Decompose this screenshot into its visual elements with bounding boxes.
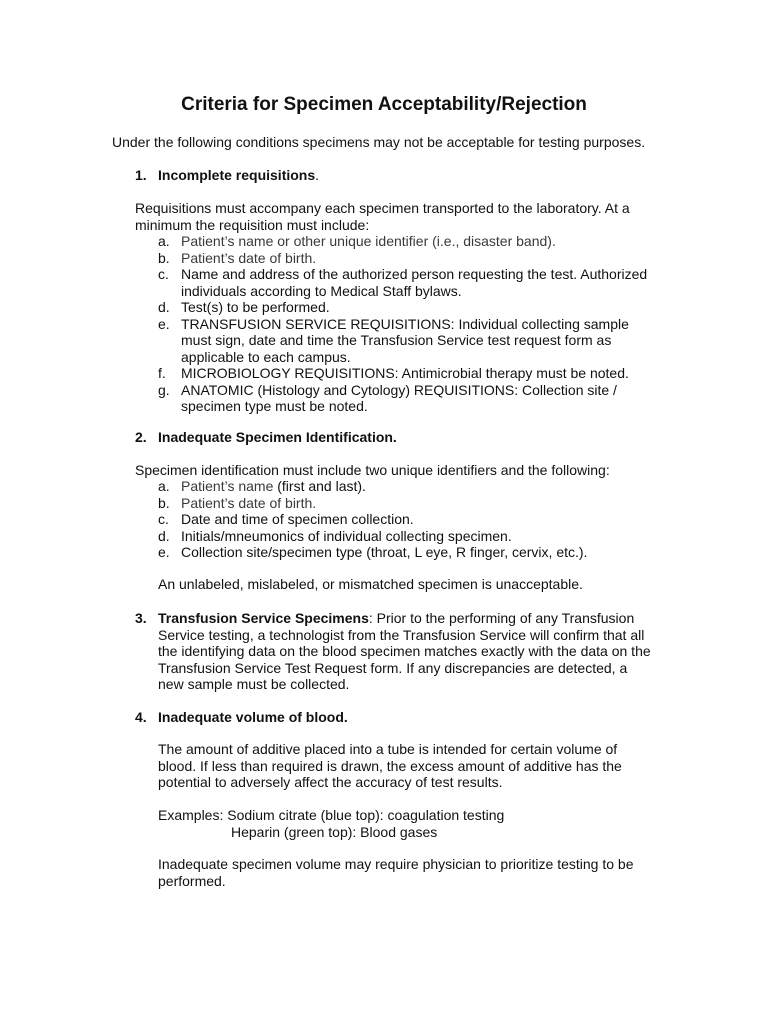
list-item-text-light: Patient’s name	[181, 478, 274, 494]
example-line: Heparin (green top): Blood gases	[231, 823, 438, 840]
section-2-paragraph: Specimen identification must include two unique identifiers and the following:	[135, 462, 610, 478]
list-item	[158, 250, 658, 267]
list-marker: d.	[158, 299, 170, 315]
list-item-text: (first and last).	[273, 478, 366, 494]
list-item	[158, 495, 658, 512]
list-marker: b.	[158, 249, 170, 266]
section-number: 4.	[135, 709, 147, 725]
list-item-text-light: Patient’s date of birth.	[181, 494, 317, 511]
section-3-text	[158, 610, 655, 693]
section-title: Inadequate Specimen Identification.	[158, 429, 397, 445]
section-title-suffix: .	[315, 167, 320, 183]
section-number: 3.	[135, 610, 147, 626]
list-item	[158, 382, 658, 415]
list-item	[158, 233, 658, 250]
example-line: Examples: Sodium citrate (blue top): coagulation testing	[158, 807, 505, 823]
list-item	[158, 316, 658, 366]
section-2-note: An unlabeled, mislabeled, or mismatched specimen is unacceptable.	[158, 576, 583, 592]
section-body: : Prior to the performing of any Transfusion Service testing, a technologist from the Transfusion Service will confirm that all the identifying data on the blood specimen matches exactly with the data on the Transfusion Service Test Request form. If any discrepancies are detected, a new sample must be collected.	[158, 610, 651, 692]
list-item-text: Name and address of the authorized person requesting the test. Authorized individuals according to Medical Staff bylaws.	[181, 266, 648, 299]
list-item	[158, 266, 658, 299]
section-2-heading	[135, 429, 655, 446]
list-item-text: Test(s) to be performed.	[181, 299, 330, 315]
section-1-list	[158, 233, 658, 415]
section-title: Transfusion Service Specimens	[158, 610, 369, 626]
list-item	[158, 511, 658, 528]
list-marker: d.	[158, 527, 170, 544]
section-1-heading	[135, 167, 655, 184]
list-marker: e.	[158, 544, 170, 560]
page-title: Criteria for Specimen Acceptability/Rejection	[181, 94, 587, 115]
section-4-examples	[158, 807, 658, 840]
list-item-text: Patient’s date of birth.	[181, 249, 317, 266]
list-item-text: ANATOMIC (Histology and Cytology) REQUISITIONS: Collection site / specimen type must be noted.	[181, 381, 617, 414]
list-item	[158, 478, 658, 495]
list-item	[158, 299, 658, 316]
list-marker: g.	[158, 381, 170, 398]
list-item-text: MICROBIOLOGY REQUISITIONS: Antimicrobial therapy must be noted.	[181, 365, 629, 381]
list-item-text: Date and time of specimen collection.	[181, 511, 414, 527]
section-title: Inadequate volume of blood.	[158, 709, 348, 725]
section-number: 1.	[135, 167, 147, 183]
list-item	[158, 365, 658, 382]
list-marker: e.	[158, 315, 170, 332]
list-marker: c.	[158, 511, 169, 527]
list-item-text: Collection site/specimen type (throat, L eye, R finger, cervix, etc.).	[181, 544, 588, 560]
list-item	[158, 544, 658, 561]
intro-text: Under the following conditions specimens may not be acceptable for testing purposes.	[112, 134, 646, 150]
list-item	[158, 528, 658, 545]
list-item-text: Initials/mneumonics of individual collecting specimen.	[181, 527, 512, 544]
section-number: 2.	[135, 429, 147, 445]
list-item-text: TRANSFUSION SERVICE REQUISITIONS: Individual collecting sample must sign, date and time the Transfusion Service test request form as applicable to each campus.	[181, 315, 629, 365]
section-1-paragraph: Requisitions must accompany each specimen transported to the laboratory. At a minimum the requisition must include:	[135, 200, 630, 233]
section-4-heading	[135, 709, 655, 726]
section-4-paragraph: The amount of additive placed into a tube is intended for certain volume of blood. If less than required is drawn, the excess amount of additive has the potential to adversely affect the accuracy of test results.	[158, 741, 622, 790]
section-2-list	[158, 478, 658, 561]
list-item-text: Patient’s name or other unique identifier (i.e., disaster band).	[181, 233, 556, 249]
list-marker: b.	[158, 494, 170, 511]
list-marker: a.	[158, 233, 170, 249]
list-marker: f.	[158, 365, 166, 381]
list-marker: a.	[158, 478, 170, 494]
section-3	[135, 610, 655, 693]
section-title: Incomplete requisitions	[158, 167, 316, 183]
list-marker: c.	[158, 266, 169, 282]
section-4-note: Inadequate specimen volume may require physician to prioritize testing to be performed.	[158, 856, 634, 889]
